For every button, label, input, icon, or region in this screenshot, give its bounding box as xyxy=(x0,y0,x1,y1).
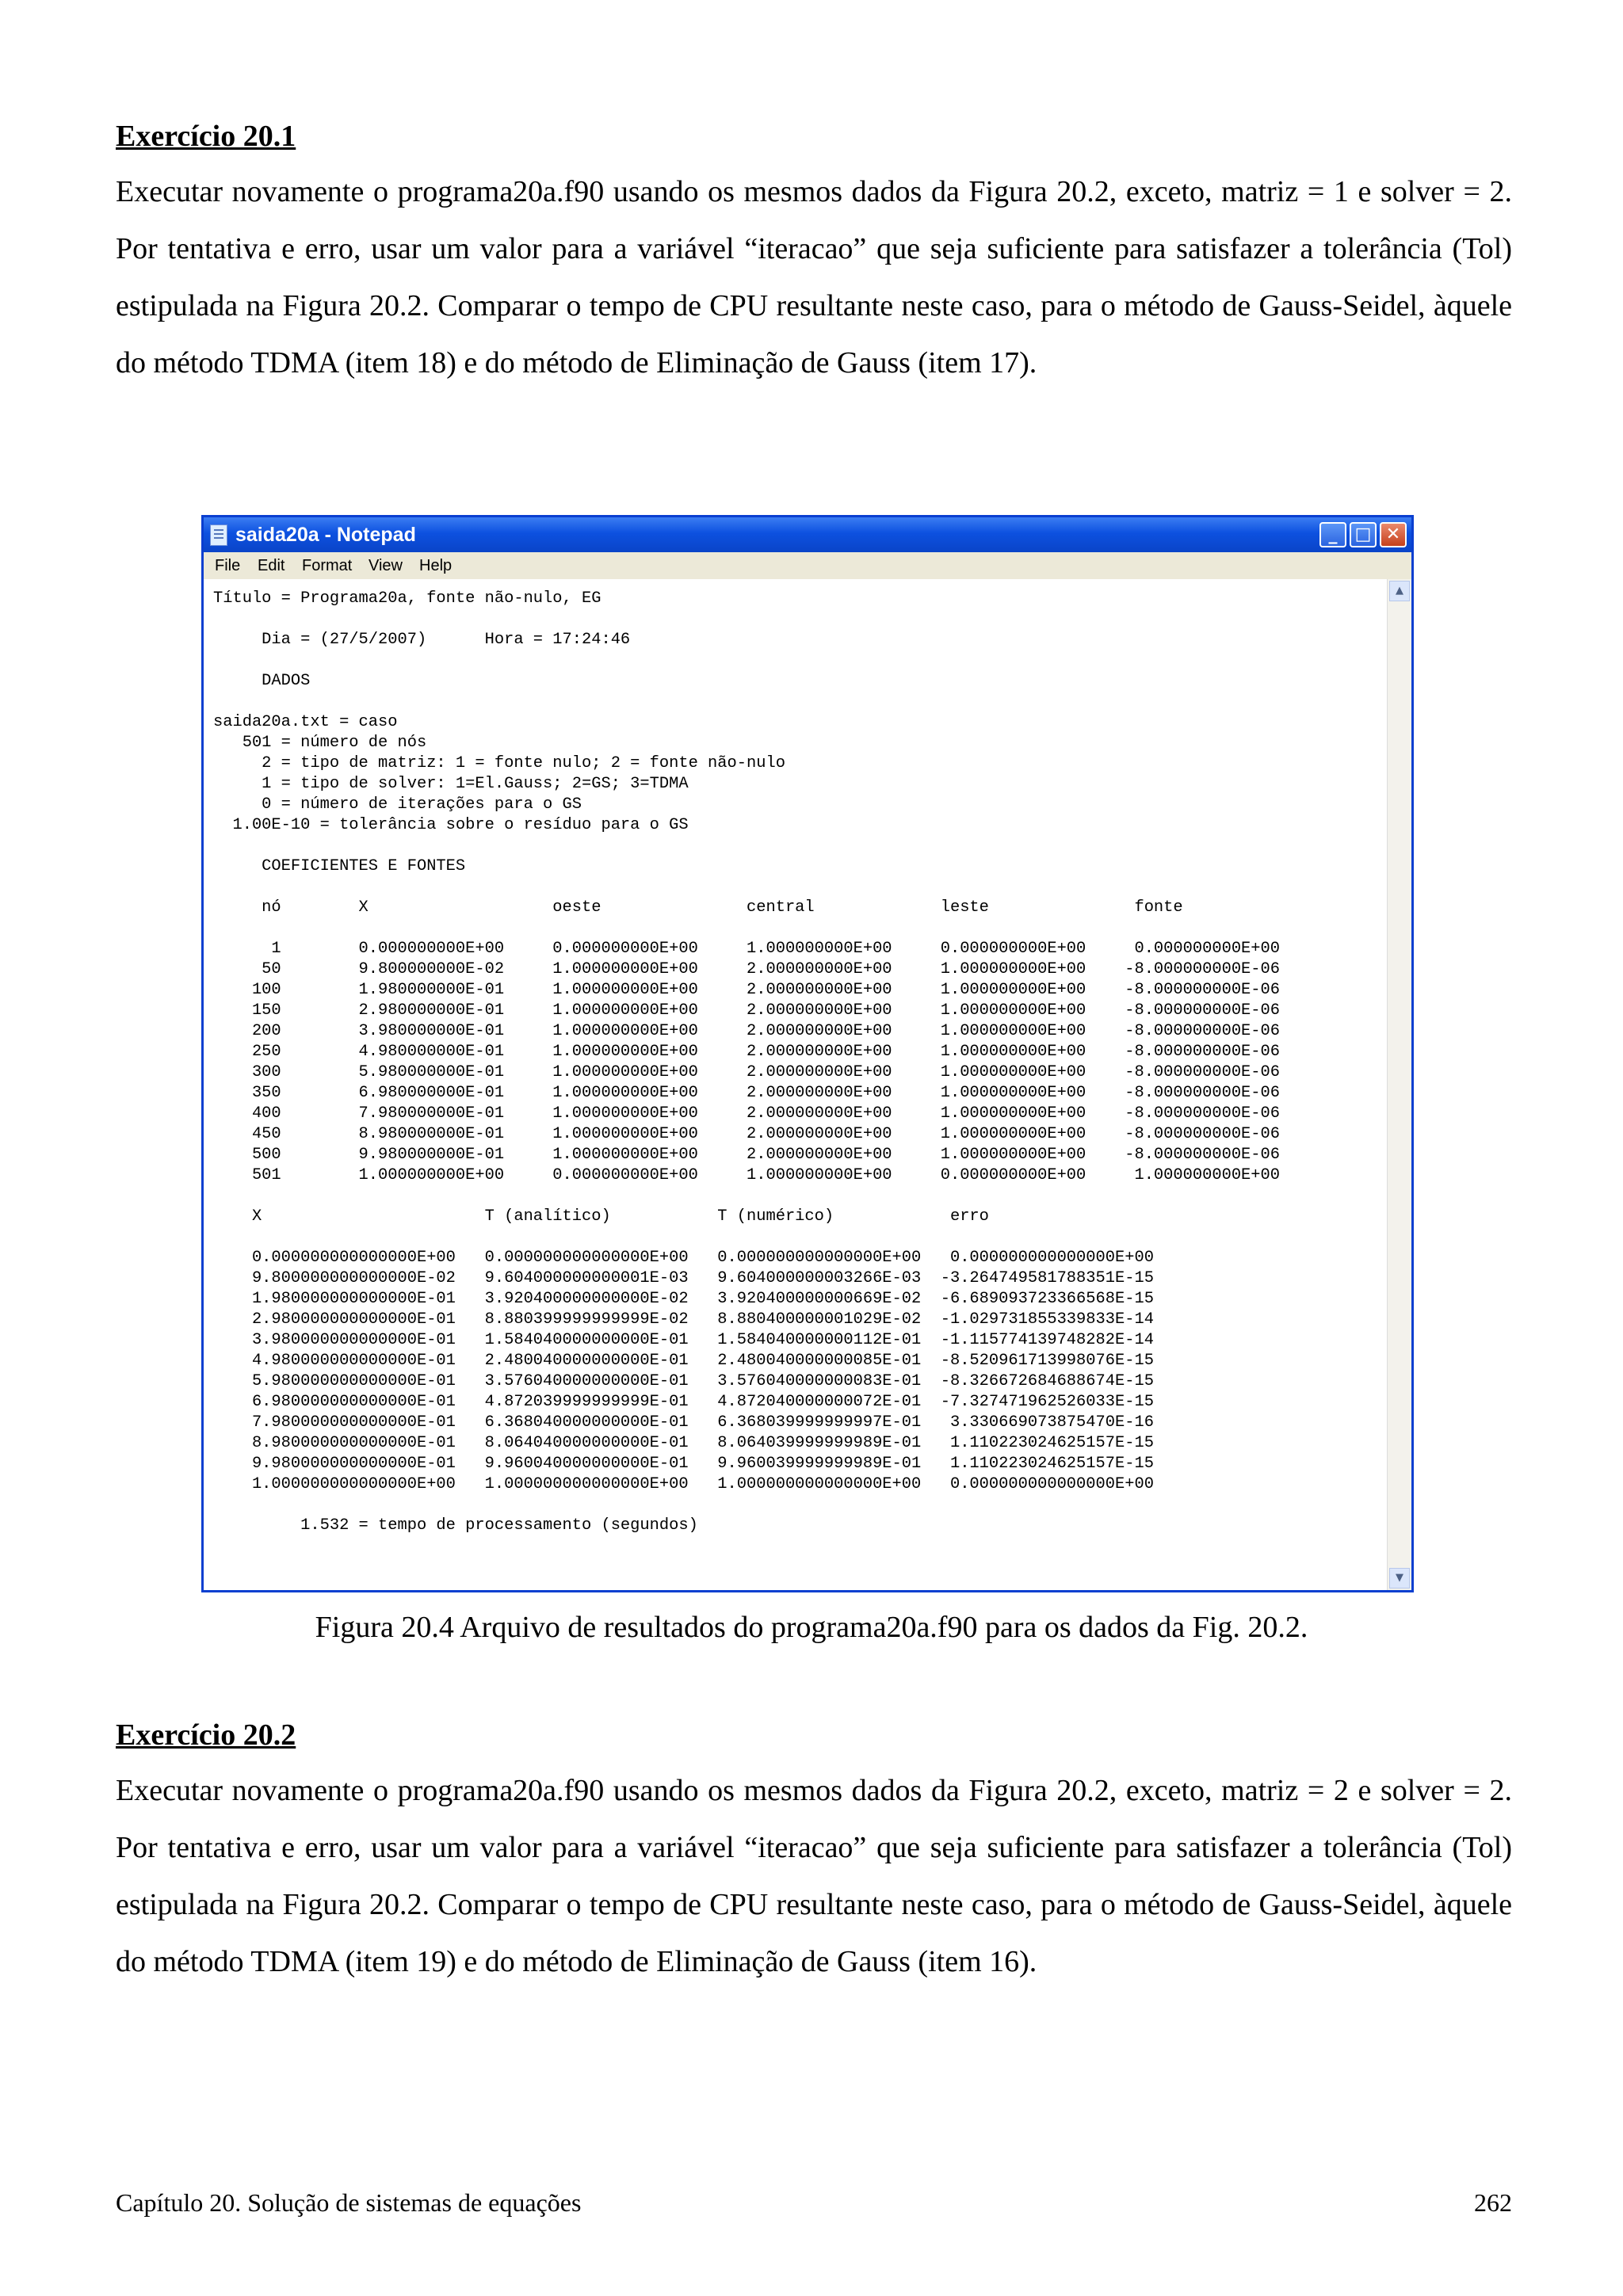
maximize-button[interactable]: □ xyxy=(1350,522,1377,547)
menu-view[interactable]: View xyxy=(369,557,403,574)
editor-content[interactable]: Título = Programa20a, fonte não-nulo, EG Dia = (27/5/2007) Hora = 17:24:46 DADOS saida20a.txt = caso 501 = número de nós 2 = tipo de matriz: 1 = fonte nulo; 2 = fonte não-nulo 1 = tipo de solver: 1=El.Gauss; 2=GS; 3=TDMA 0 = número de iterações para o GS 1.00E-10 = tolerância sobre o resíduo para o GS COEFICIENTES E FONTES nó X oeste central leste fonte 1 0.000000000E+00 0.000000000E+00 1.000000000E+00 0.000000000E+00 0.000000000E+00 50 9.800000000E-02 1.000000000E+00 2.000000000E+00 1.000000000E+00 -8.000000000E-06 100 1.980000000E-01 1.000000000E+00 2.000000000E+00 1.000000000E+00 -8.000000000E-06 150 2.980000000E-01 1.000000000E+00 2.000000000E+00 1.000000000E+00 -8.000000000E-06 200 3.980000000E-01 1.000000000E+00 2.000000000E+00 1.000000000E+00 -8.000000000E-06 250 4.980000000E-01 1.000000000E+00 2.000000000E+00 1.000000000E+00 -8.000000000E-06 300 5.980000000E-01 1.000000000E+00 2.000000000E+00 1.000000000E+00 -8.000000000E-06 350 6.980000000E-01 1.000000000E+00 2.000000000E+00 1.000000000E+00 -8.000000000E-06 400 7.980000000E-01 1.000000000E+00 2.000000000E+00 1.000000000E+00 -8.000000000E-06 450 8.980000000E-01 1.000000000E+00 2.000000000E+00 1.000000000E+00 -8.000000000E-06 500 9.980000000E-01 1.000000000E+00 2.000000000E+00 1.000000000E+00 -8.000000000E-06 501 1.000000000E+00 0.000000000E+00 1.000000000E+00 0.000000000E+00 1.000000000E+00 X T (analítico) T (numérico) erro 0.000000000000000E+00 0.000000000000000E+00 0.000000000000000E+00 0.000000000000000E+00 9.800000000000000E-02 9.604000000000001E-03 9.604000000003266E-03 -3.264749581788351E-15 1.980000000000000E-01 3.920400000000000E-02 3.920400000000669E-02 -6.689093723366568E-15 2.980000000000000E-01 8.880399999999999E-02 8.880400000001029E-02 -1.029731855339833E-14 3.980000000000000E-01 1.584040000000000E-01 1.584040000000112E-01 -1.115774139748282E-14 4.980000000000000E-01 2.480040000000000E-01 2.480040000000085E-01 -8.520961713998076E-15 5.980000000000000E-01 3.576040000000000E-01 3.576040000000083E-01 -8.326672684688674E-15 6.980000000000000E-01 4.872039999999999E-01 4.872040000000072E-01 -7.327471962526033E-15 7.980000000000000E-01 6.368040000000000E-01 6.368039999999997E-01 3.330669073875470E-16 8.980000000000000E-01 8.064040000000000E-01 8.064039999999989E-01 1.110223024625157E-15 9.980000000000000E-01 9.960040000000000E-01 9.960039999999989E-01 1.110223024625157E-15 1.000000000000000E+00 1.000000000000000E+00 1.000000000000000E+00 0.000000000000000E+00 1.532 = tempo de processamento (segundos) xyxy=(213,589,1281,1535)
window-titlebar[interactable] xyxy=(204,517,1411,552)
exercise-20-1-text: Executar novamente o programa20a.f90 usando os mesmos dados da Figura 20.2, exceto, matriz = 1 e solver = 2. Por tentativa e erro, usar um valor para a variável “iteracao” que seja suficiente para satisfazer a tolerância (Tol) estipulada na Figura 20.2. Comparar o tempo de CPU resultante neste caso, para o método de Gauss-Seidel, àquele do método TDMA (item 18) e do método de Eliminação de Gauss (item 17). xyxy=(116,175,1512,379)
menu-help[interactable]: Help xyxy=(419,557,453,574)
exercise-20-2-text: Executar novamente o programa20a.f90 usando os mesmos dados da Figura 20.2, exceto, matriz = 2 e solver = 2. Por tentativa e erro, usar um valor para a variável “iteracao” que seja suficiente para satisfazer a tolerância (Tol) estipulada na Figura 20.2. Comparar o tempo de CPU resultante neste caso, para o método de Gauss-Seidel, àquele do método TDMA (item 19) e do método de Eliminação de Gauss (item 16). xyxy=(116,1774,1512,1978)
menu-format[interactable]: Format xyxy=(302,557,353,574)
menu-edit[interactable]: Edit xyxy=(258,557,285,574)
vertical-scrollbar[interactable] xyxy=(1387,579,1411,1590)
notepad-window xyxy=(201,515,1414,1592)
exercise-20-1-title: Exercício 20.1 xyxy=(116,120,296,153)
close-button[interactable]: ✕ xyxy=(1380,522,1407,547)
exercise-20-2-title: Exercício 20.2 xyxy=(116,1718,296,1752)
menu-bar xyxy=(204,552,1411,579)
figure-caption: Figura 20.4 Arquivo de resultados do programa20a.f90 para os dados da Fig. 20.2. xyxy=(315,1611,1308,1644)
notepad-icon xyxy=(210,524,227,546)
page-number: 262 xyxy=(1474,2188,1512,2217)
scroll-down-icon[interactable]: ▼ xyxy=(1389,1568,1410,1589)
menu-file[interactable]: File xyxy=(215,557,241,574)
footer-chapter: Capítulo 20. Solução de sistemas de equações xyxy=(116,2188,582,2217)
scroll-up-icon[interactable]: ▲ xyxy=(1389,581,1410,601)
window-title: saida20a - Notepad xyxy=(235,524,416,546)
minimize-button[interactable]: _ xyxy=(1319,522,1346,547)
text-editor[interactable] xyxy=(204,579,1411,1590)
